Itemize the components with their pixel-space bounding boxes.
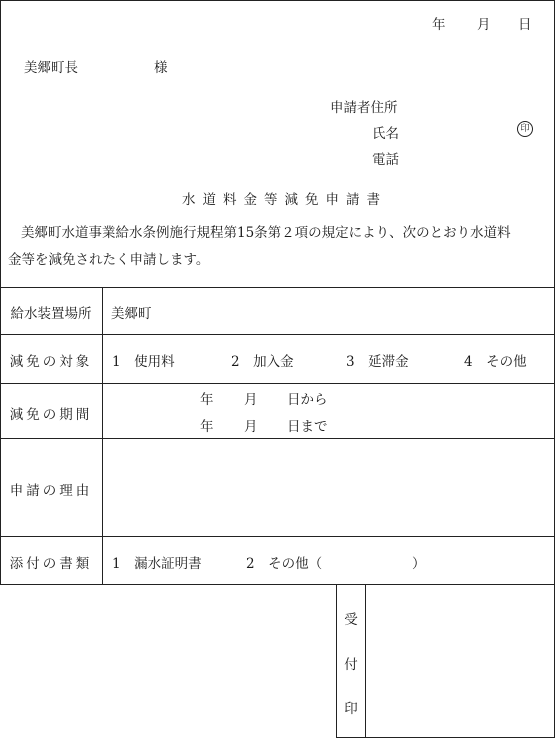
target-option-2: 2 加入金 [231,354,294,370]
table-line-3 [0,383,555,384]
attachment-item-2: 2 その他（ [246,556,323,572]
table-column-divider [102,287,103,585]
table-line-1 [0,287,555,288]
attachments-label: 添付の書類 [9,556,93,572]
location-label: 給水装置場所 [10,306,92,322]
form-body-line2: 金等を減免されたく申請します。 [8,252,210,268]
period-label: 減免の期間 [9,407,93,423]
form-body-line1: 美郷町水道事業給水条例施行規程第15条第２項の規定により、次のとおり水道料 [21,225,511,241]
target-option-4: 4 その他 [464,354,527,370]
date-month: 月 [477,17,491,33]
applicant-phone-label: 電話 [372,152,399,168]
honorific: 様 [154,60,168,76]
receipt-char-3: 印 [344,701,358,717]
attachment-item-2-close: ） [412,556,426,572]
period-from-year: 年 [200,392,214,408]
applicant-address-label: 申請者住所 [330,100,398,116]
target-label: 減免の対象 [9,354,93,370]
form-body [8,220,548,274]
receipt-char-1: 受 [344,612,358,628]
period-to-month: 月 [244,419,258,435]
frame-top [0,0,555,1]
period-to-suffix: 日まで [287,419,328,435]
applicant-name-label: 氏名 [372,126,399,142]
table-line-6 [0,584,555,585]
target-option-1: 1 使用料 [112,354,175,370]
form-title: 水道料金等減免申請書 [182,192,387,208]
location-value: 美郷町 [111,306,152,322]
period-to-year: 年 [200,419,214,435]
date-year: 年 [432,17,446,33]
addressee: 美郷町長 [24,60,78,76]
date-day: 日 [518,17,532,33]
reason-label: 申請の理由 [9,483,93,499]
table-line-2 [0,334,555,335]
attachment-item-1: 1 漏水証明書 [112,556,202,572]
table-line-4 [0,438,555,439]
receipt-char-2: 付 [344,657,358,673]
target-option-3: 3 延滞金 [346,354,409,370]
seal-mark-icon: 印 [517,121,533,137]
period-from-suffix: 日から [287,392,328,408]
table-line-5 [0,536,555,537]
period-from-month: 月 [244,392,258,408]
